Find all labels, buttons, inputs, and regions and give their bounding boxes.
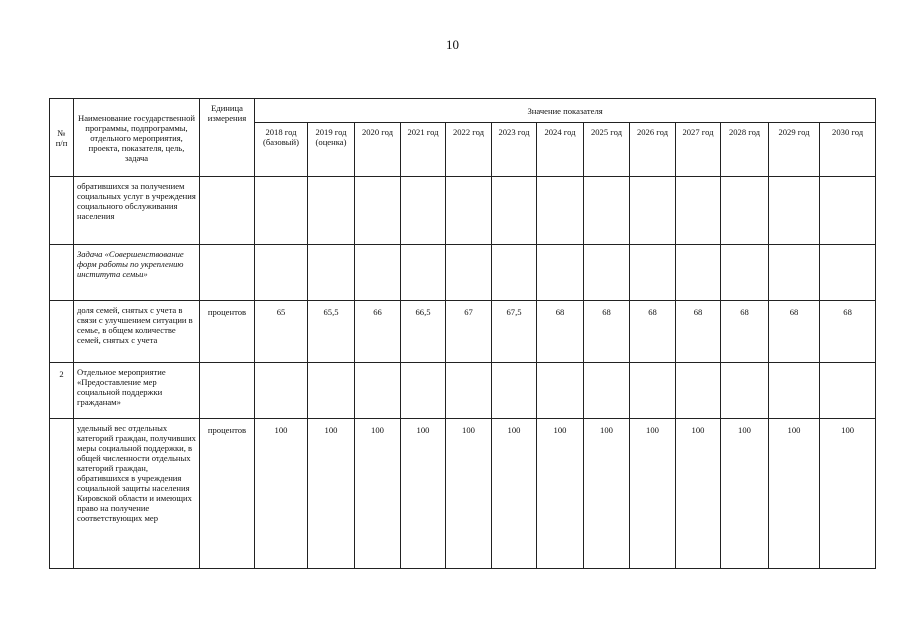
row-value: 67,5 xyxy=(492,301,537,363)
row-name: Задача «Совершенствование форм работы по укреплению института семьи» xyxy=(74,245,200,301)
row-value xyxy=(355,177,401,245)
row-value xyxy=(769,177,820,245)
row-value xyxy=(355,363,401,419)
header-year: 2024 год xyxy=(537,123,584,177)
table-row xyxy=(50,177,876,245)
row-value xyxy=(820,177,876,245)
row-value xyxy=(308,363,355,419)
row-value xyxy=(401,177,446,245)
row-value xyxy=(769,363,820,419)
table-row xyxy=(50,419,876,569)
row-value: 68 xyxy=(676,301,721,363)
header-year: 2030 год xyxy=(820,123,876,177)
row-unit xyxy=(200,177,255,245)
row-value xyxy=(676,363,721,419)
row-value xyxy=(255,245,308,301)
row-value: 65 xyxy=(255,301,308,363)
row-value xyxy=(401,245,446,301)
row-value xyxy=(446,245,492,301)
row-value xyxy=(820,363,876,419)
row-value xyxy=(676,245,721,301)
table-row xyxy=(50,363,876,419)
row-value: 100 xyxy=(630,419,676,569)
row-value: 100 xyxy=(584,419,630,569)
row-value xyxy=(584,245,630,301)
row-name: обратившихся за получением социальных услуг в учреждения социального обслуживания населения xyxy=(74,177,200,245)
header-unit: Единица измерения xyxy=(200,99,255,177)
row-value: 65,5 xyxy=(308,301,355,363)
row-value: 68 xyxy=(537,301,584,363)
row-unit xyxy=(200,245,255,301)
row-value: 68 xyxy=(721,301,769,363)
row-value: 66 xyxy=(355,301,401,363)
header-year: 2021 год xyxy=(401,123,446,177)
row-value xyxy=(308,177,355,245)
row-name: удельный вес отдельных категорий граждан, получивших меры социальной поддержки, в общей численности отдельных категорий граждан, обратившихся в учреждения социальной защиты населения Кировской области и имеющих право на получение соответствующих мер xyxy=(74,419,200,569)
row-value: 100 xyxy=(255,419,308,569)
row-value xyxy=(630,177,676,245)
row-value xyxy=(492,245,537,301)
header-value: Значение показателя xyxy=(255,99,876,123)
header-year: 2026 год xyxy=(630,123,676,177)
row-value xyxy=(721,363,769,419)
row-value xyxy=(492,177,537,245)
header-year: 2029 год xyxy=(769,123,820,177)
row-unit: процентов xyxy=(200,301,255,363)
row-value xyxy=(308,245,355,301)
row-value xyxy=(255,177,308,245)
page-number: 10 xyxy=(446,37,459,52)
row-unit xyxy=(200,363,255,419)
row-value: 100 xyxy=(492,419,537,569)
row-value: 100 xyxy=(355,419,401,569)
row-unit: процентов xyxy=(200,419,255,569)
row-value: 100 xyxy=(721,419,769,569)
row-value xyxy=(537,363,584,419)
header-year: 2020 год xyxy=(355,123,401,177)
header-year: 2018 год (базовый) xyxy=(255,123,308,177)
row-value xyxy=(492,363,537,419)
row-value: 100 xyxy=(769,419,820,569)
row-value: 68 xyxy=(630,301,676,363)
header-year: 2023 год xyxy=(492,123,537,177)
row-value: 100 xyxy=(401,419,446,569)
row-value: 100 xyxy=(676,419,721,569)
row-value: 100 xyxy=(308,419,355,569)
row-value xyxy=(584,363,630,419)
header-year: 2019 год (оценка) xyxy=(308,123,355,177)
row-value xyxy=(537,177,584,245)
row-value xyxy=(255,363,308,419)
table-row xyxy=(50,301,876,363)
row-value xyxy=(446,177,492,245)
header-year: 2022 год xyxy=(446,123,492,177)
row-number: 2 xyxy=(50,363,74,419)
row-number xyxy=(50,245,74,301)
indicators-table xyxy=(49,98,876,569)
row-number xyxy=(50,301,74,363)
row-value xyxy=(721,245,769,301)
header-year: 2025 год xyxy=(584,123,630,177)
row-value xyxy=(769,245,820,301)
row-value xyxy=(721,177,769,245)
row-value xyxy=(630,363,676,419)
row-value xyxy=(446,363,492,419)
row-value: 100 xyxy=(820,419,876,569)
row-value xyxy=(537,245,584,301)
header-year: 2028 год xyxy=(721,123,769,177)
table-row xyxy=(50,245,876,301)
row-value xyxy=(820,245,876,301)
row-name: Отдельное мероприятие «Предоставление мер социальной поддержки гражданам» xyxy=(74,363,200,419)
row-value: 100 xyxy=(537,419,584,569)
header-no: № п/п xyxy=(50,99,74,177)
row-value: 68 xyxy=(584,301,630,363)
row-value: 68 xyxy=(769,301,820,363)
header-name: Наименование государственной программы, подпрограммы, отдельного мероприятия, проекта, показателя, цель, задача xyxy=(74,99,200,177)
row-value xyxy=(355,245,401,301)
row-name: доля семей, снятых с учета в связи с улучшением ситуации в семье, в общем количестве семей, снятых с учета xyxy=(74,301,200,363)
row-number xyxy=(50,419,74,569)
row-value xyxy=(401,363,446,419)
row-value xyxy=(630,245,676,301)
row-value: 100 xyxy=(446,419,492,569)
row-value xyxy=(676,177,721,245)
row-value: 67 xyxy=(446,301,492,363)
row-value: 66,5 xyxy=(401,301,446,363)
row-value: 68 xyxy=(820,301,876,363)
row-value xyxy=(584,177,630,245)
row-number xyxy=(50,177,74,245)
header-year: 2027 год xyxy=(676,123,721,177)
